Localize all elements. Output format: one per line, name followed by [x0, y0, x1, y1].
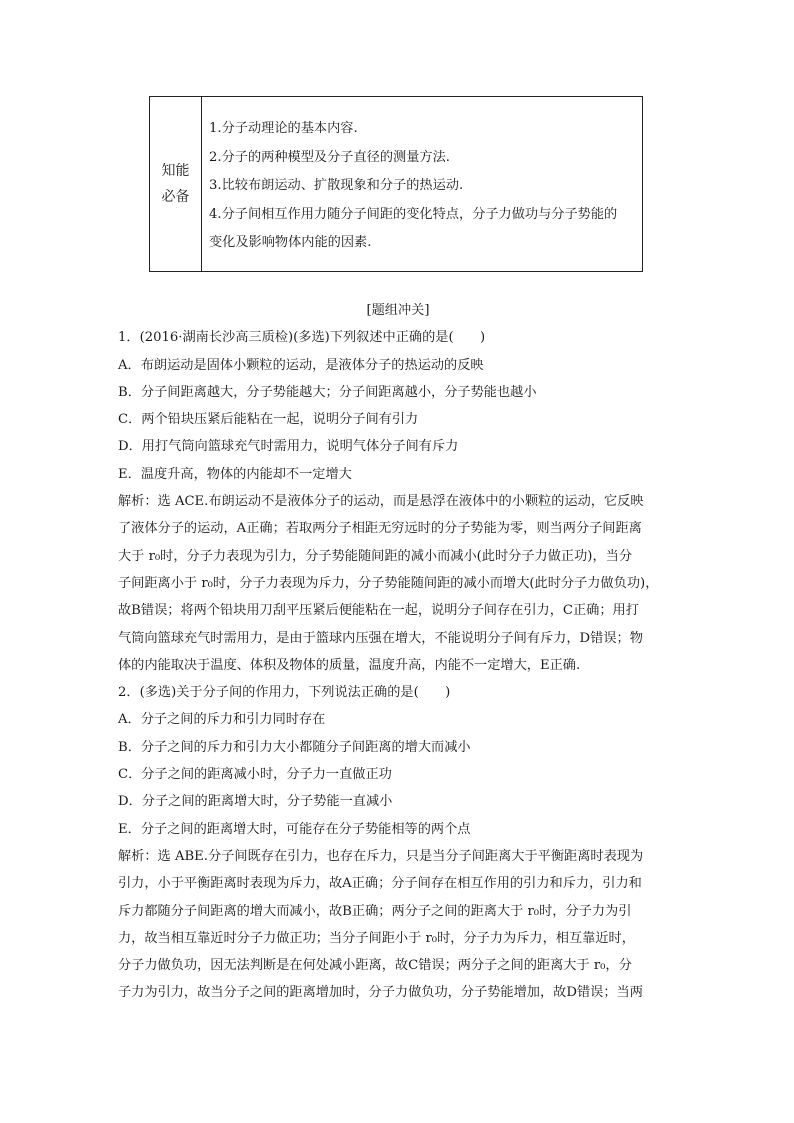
- question-1-analysis-line: 大于 r₀时，分子力表现为引力，分子势能随间距的减小而减小(此时分子力做正功)，当分: [118, 548, 633, 564]
- question-1-analysis-line: 了液体分子的运动，A正确；若取两分子相距无穷远时的分子势能为零，则当两分子间距离: [118, 521, 642, 537]
- question-1-analysis-line: 体的内能取决于温度、体积及物体的质量，温度升高，内能不一定增大，E正确.: [118, 657, 581, 673]
- question-2-analysis-line: 斥力都随分子间距离的增大而减小，故B正确；两分子之间的距离大于 r₀时，分子力为引: [118, 903, 632, 919]
- question-2-option: E．分子之间的距离增大时，可能存在分子势能相等的两个点: [118, 821, 471, 837]
- section-title: [题组冲关]: [366, 303, 430, 318]
- summary-item: 2.分子的两种模型及分子直径的测量方法.: [209, 149, 450, 165]
- summary-header-line-1: 知能: [161, 163, 190, 179]
- question-2-analysis-line: 分子力做负功，因无法判断是在何处减小距离，故C错误；两分子之间的距离大于 r₀，分: [118, 958, 632, 974]
- exercise-content: [118, 297, 678, 1007]
- question-2-option: C．分子之间的距离减小时，分子力一直做正功: [118, 767, 392, 783]
- question-2-stem: 2．(多选)关于分子间的作用力，下列说法正确的是( ): [118, 685, 451, 701]
- question-2-analysis-line: 解析：选 ABE.分子间既存在引力，也存在斥力，只是当分子间距离大于平衡距离时表现为: [118, 848, 644, 864]
- question-2-option: B．分子之间的斥力和引力大小都随分子间距离的增大而减小: [118, 739, 471, 755]
- question-1-option: C．两个铅块压紧后能粘在一起，说明分子间有引力: [118, 412, 419, 428]
- question-1-analysis-line: 解析：选 ACE.布朗运动不是液体分子的运动，而是悬浮在液体中的小颗粒的运动，它反映: [118, 494, 644, 510]
- question-1-analysis-line: 子间距离小于 r₀时，分子力表现为斥力，分子势能随间距的减小而增大(此时分子力做负功)，: [118, 575, 659, 591]
- question-2-analysis-line: 力，故当相互靠近时分子力做正功；当分子间距小于 r₀时，分子力为斥力，相互靠近时，: [118, 930, 635, 946]
- summary-table-header-cell: [150, 97, 202, 271]
- summary-item: 1.分子动理论的基本内容.: [209, 121, 358, 136]
- question-2-option: A．分子之间的斥力和引力同时存在: [118, 712, 326, 728]
- summary-item: 变化及影响物体内能的因素.: [209, 235, 372, 250]
- question-1-analysis-line: 故B错误；将两个铅块用刀刮平压紧后便能粘在一起，说明分子间存在引力，C正确；用打: [118, 603, 639, 619]
- question-2-analysis-line: 引力，小于平衡距离时表现为斥力，故A正确；分子间存在相互作用的引力和斥力，引力和: [118, 876, 642, 892]
- summary-header-line-2: 必备: [161, 189, 190, 205]
- question-2-option: D．分子之间的距离增大时，分子势能一直减小: [118, 794, 393, 810]
- question-1-stem: 1．(2016·湖南长沙高三质检)(多选)下列叙述中正确的是( ): [118, 330, 486, 346]
- question-1-option: B．分子间距离越大，分子势能越大；分子间距离越小，分子势能也越小: [118, 384, 537, 400]
- knowledge-summary-table: [149, 96, 643, 272]
- question-2-analysis-line: 子力为引力，故当分子之间的距离增加时，分子力做负功，分子势能增加，故D错误；当两: [118, 985, 643, 1001]
- question-1-option: D．用打气筒向篮球充气时需用力，说明气体分子间有斥力: [118, 439, 459, 455]
- question-1-option: A．布朗运动是固体小颗粒的运动，是液体分子的热运动的反映: [118, 357, 484, 373]
- question-1-analysis-line: 气筒向篮球充气时需用力，是由于篮球内压强在增大，不能说明分子间有斥力，D错误；物: [118, 630, 643, 646]
- summary-table-content-cell: [202, 97, 642, 271]
- summary-item: 4.分子间相互作用力随分子间距的变化特点，分子力做功与分子势能的: [209, 206, 618, 222]
- question-1-option: E．温度升高，物体的内能却不一定增大: [118, 466, 352, 482]
- summary-item: 3.比较布朗运动、扩散现象和分子的热运动.: [209, 178, 464, 193]
